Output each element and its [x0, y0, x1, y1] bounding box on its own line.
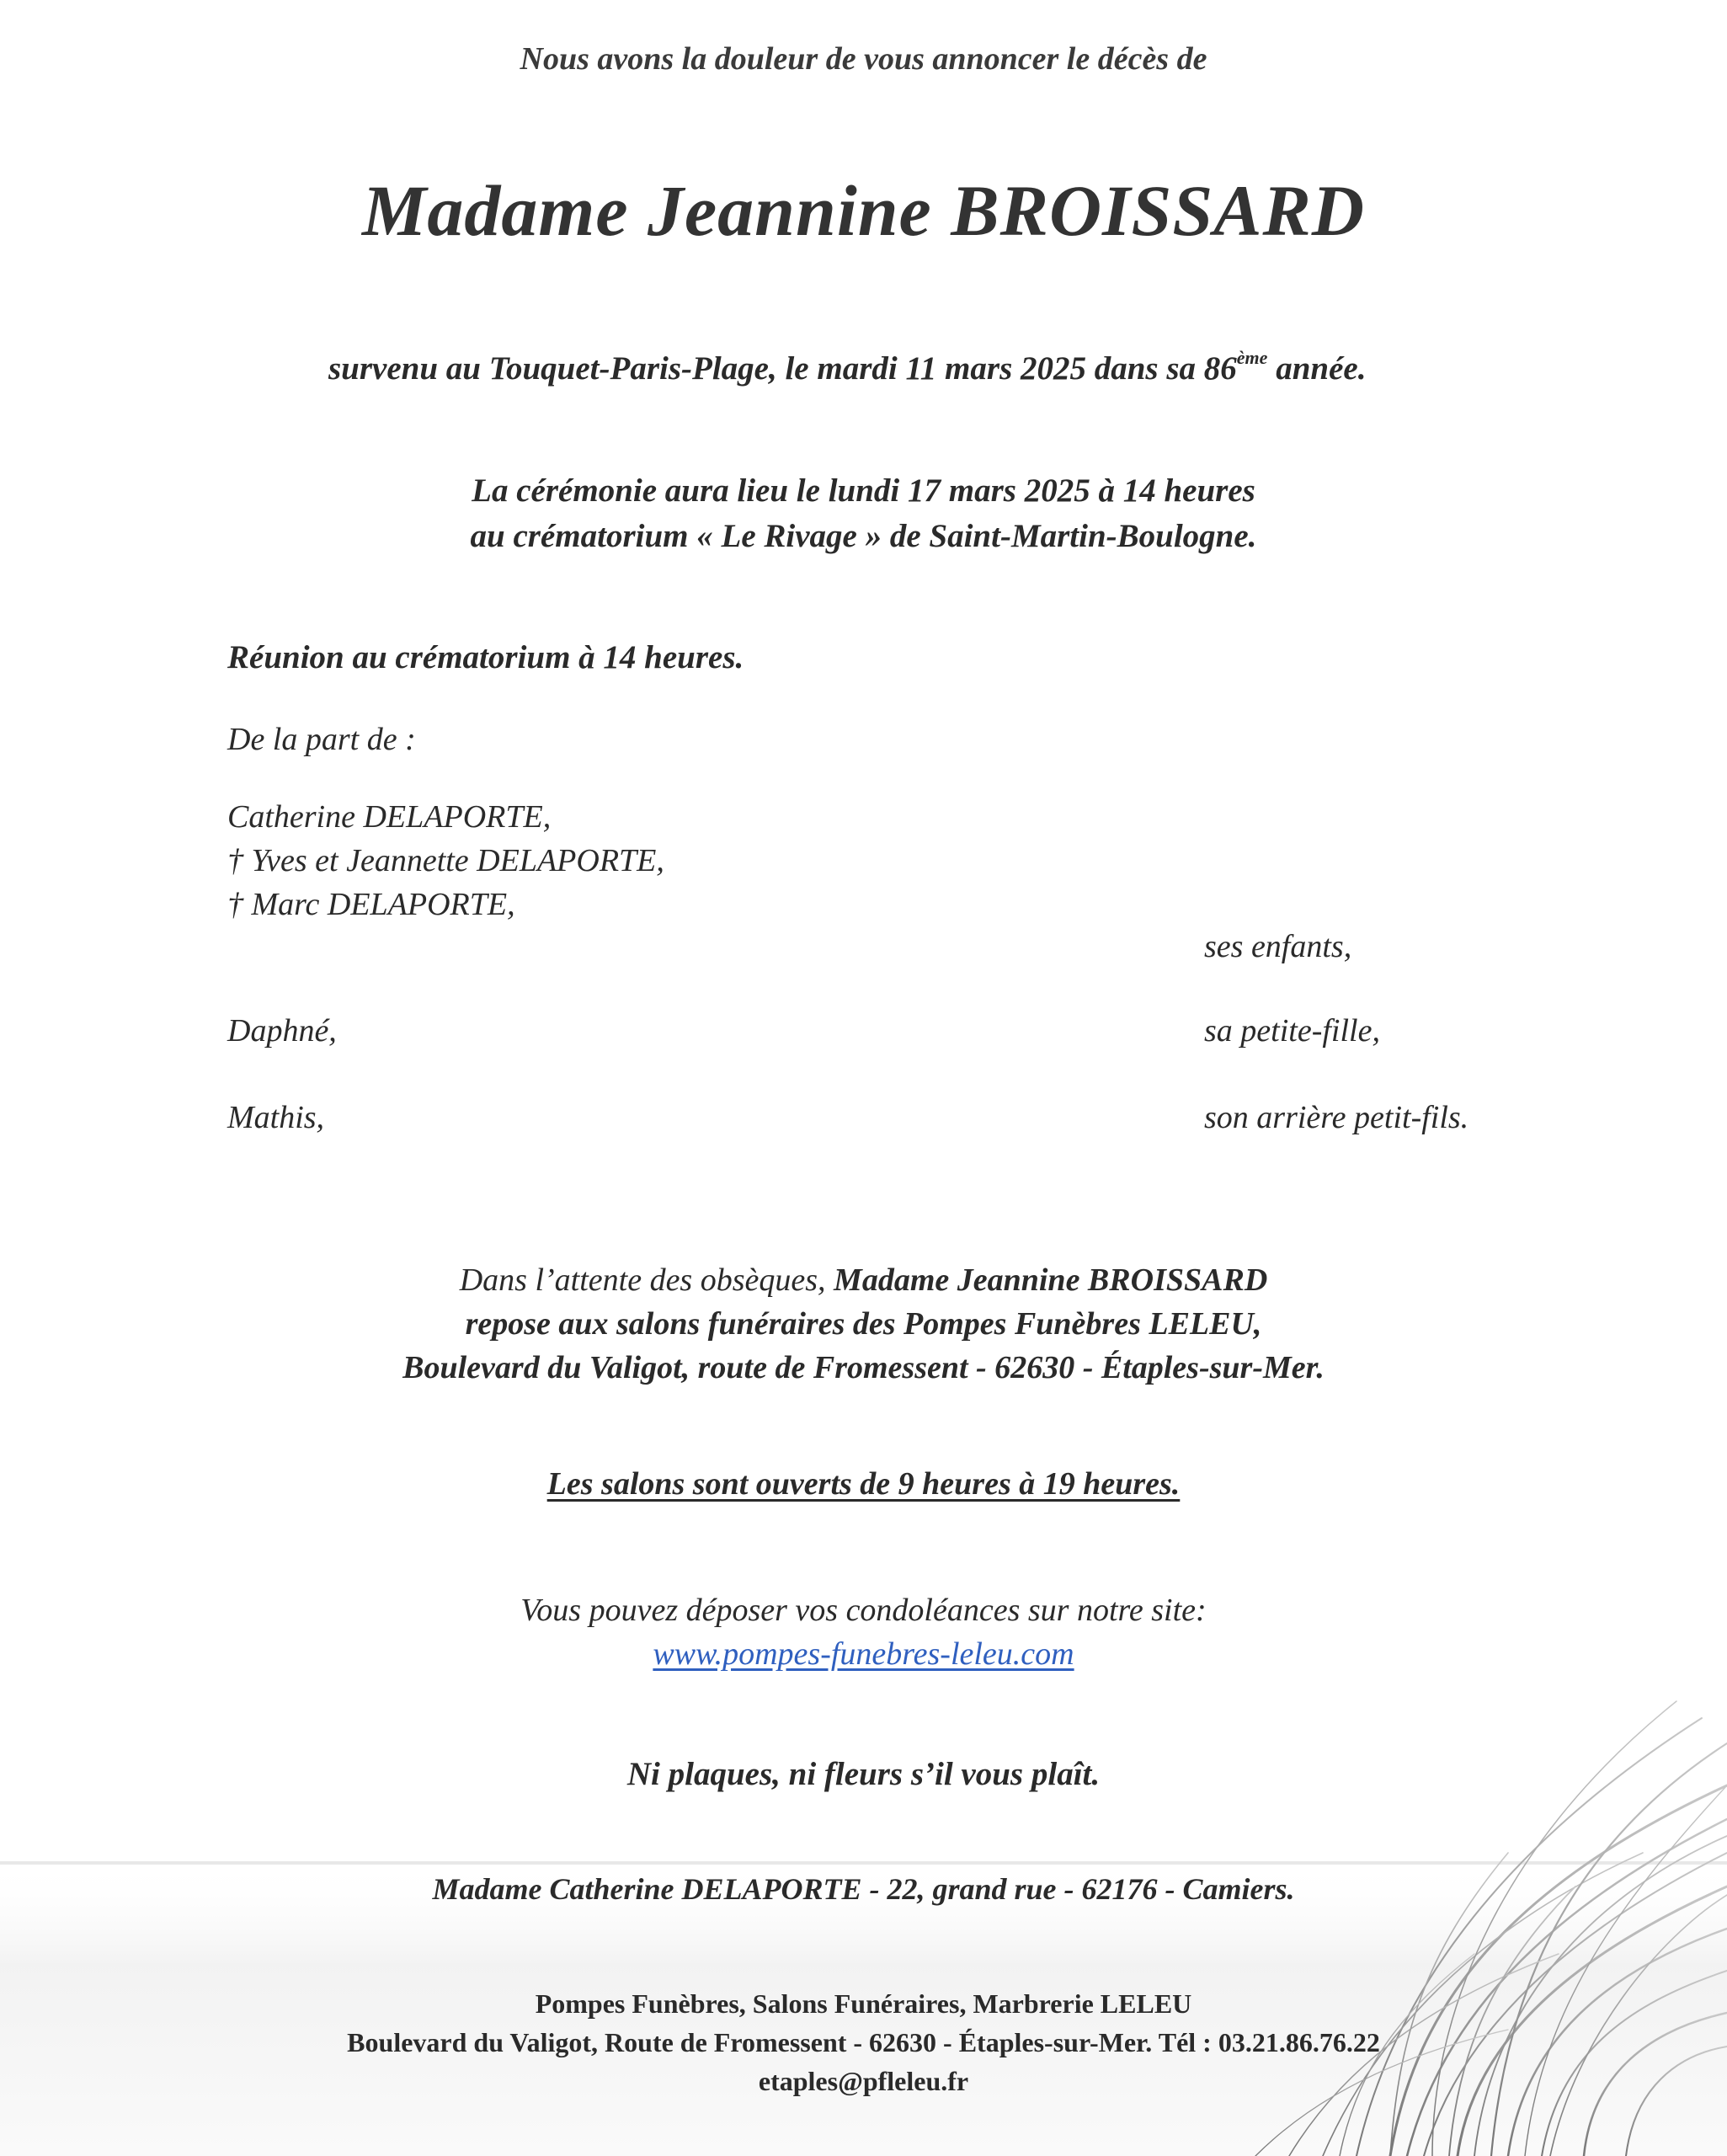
death-line-end: année.	[1267, 350, 1367, 387]
family-contact-line: Madame Catherine DELAPORTE - 22, grand rue - 62176 - Camiers.	[432, 1872, 1295, 1906]
ceremony-line-1: La cérémonie aura lieu le lundi 17 mars 2025 à 14 heures	[472, 472, 1255, 509]
deceased-name-title: Madame Jeannine BROISSARD	[361, 170, 1366, 251]
death-announcement-line	[328, 347, 1366, 387]
family-line-3: † Marc DELAPORTE,	[227, 887, 515, 922]
footer-line-1: Pompes Funèbres, Salons Funéraires, Marbrerie LELEU	[535, 1988, 1192, 2019]
repose-name: Madame Jeannine BROISSARD	[834, 1262, 1268, 1298]
family-name-daphne: Daphné,	[227, 1013, 337, 1049]
salons-hours-text: Les salons sont ouverts de 9 heures à 19 heures.	[546, 1466, 1181, 1502]
relation-children: ses enfants,	[1204, 929, 1352, 964]
ceremony-line-2: au crématorium « Le Rivage » de Saint-Martin-Boulogne.	[470, 518, 1257, 554]
repose-line-2: repose aux salons funéraires des Pompes Funèbres LELEU,	[465, 1306, 1262, 1342]
relation-great-grandson: son arrière petit-fils.	[1204, 1100, 1469, 1135]
condolences-text: Vous pouvez déposer vos condoléances sur notre site:	[520, 1593, 1207, 1628]
no-flowers-notice: Ni plaques, ni fleurs s’il vous plaît.	[626, 1756, 1101, 1792]
repose-block	[0, 1258, 1727, 1390]
reunion-line: Réunion au crématorium à 14 heures.	[227, 639, 744, 675]
death-line-text: survenu au Touquet-Paris-Plage, le mardi 11 mars 2025 dans sa 86	[328, 350, 1237, 387]
repose-line-1	[0, 1258, 1727, 1302]
intro-line: Nous avons la douleur de vous annoncer le décès de	[520, 41, 1207, 77]
death-line-superscript: ème	[1236, 347, 1268, 368]
relation-granddaughter: sa petite-fille,	[1204, 1013, 1380, 1049]
part-de-label: De la part de :	[227, 722, 416, 757]
repose-line-3: Boulevard du Valigot, route de Fromessent - 62630 - Étaples-sur-Mer.	[402, 1350, 1325, 1385]
funeral-home-footer	[0, 1984, 1727, 2100]
footer-line-2: Boulevard du Valigot, Route de Fromessent - 62630 - Étaples-sur-Mer. Tél : 03.21.86.76.22	[347, 2027, 1380, 2057]
salons-hours	[0, 1465, 1727, 1502]
family-name-mathis: Mathis,	[227, 1100, 325, 1135]
footer-email: etaples@pfleleu.fr	[758, 2066, 969, 2096]
condolences-link[interactable]: www.pompes-funebres-leleu.com	[653, 1636, 1074, 1672]
family-line-2: † Yves et Jeannette DELAPORTE,	[227, 843, 664, 878]
ceremony-block	[0, 468, 1727, 559]
condolences-block	[0, 1588, 1727, 1676]
family-line-1: Catherine DELAPORTE,	[227, 799, 552, 835]
repose-prefix: Dans l’attente des obsèques,	[459, 1262, 834, 1298]
